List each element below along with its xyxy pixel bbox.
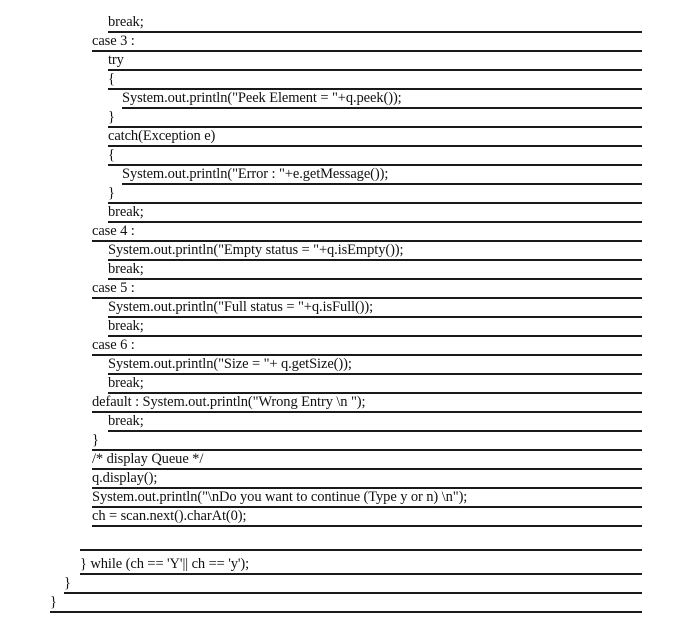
code-text: } while (ch == 'Y'|| ch == 'y');	[80, 556, 250, 572]
code-text: }	[64, 575, 71, 591]
code-line	[80, 556, 642, 575]
code-text: break;	[108, 261, 144, 277]
code-line	[92, 470, 642, 489]
code-line	[92, 451, 642, 470]
code-line	[122, 166, 642, 185]
code-text: case 4 :	[92, 223, 135, 239]
code-line	[108, 71, 642, 90]
code-line	[108, 413, 642, 432]
code-text: q.display();	[92, 470, 158, 486]
code-text: }	[108, 185, 115, 201]
code-text: break;	[108, 14, 144, 30]
code-line	[64, 575, 642, 594]
code-line	[92, 280, 642, 299]
code-text: }	[92, 432, 99, 448]
code-text: catch(Exception e)	[108, 128, 216, 144]
code-line	[50, 594, 642, 613]
code-line	[108, 14, 642, 33]
code-line	[108, 147, 642, 166]
code-line	[108, 185, 642, 204]
code-text: case 5 :	[92, 280, 135, 296]
code-line	[92, 489, 642, 508]
code-line	[92, 337, 642, 356]
code-text: System.out.println("Size = "+ q.getSize());	[108, 356, 352, 372]
code-line	[108, 261, 642, 280]
code-text: case 6 :	[92, 337, 135, 353]
code-text: {	[108, 71, 115, 87]
code-line	[108, 109, 642, 128]
code-text: }	[50, 594, 57, 610]
code-line	[108, 356, 642, 375]
code-line	[92, 432, 642, 451]
code-text: break;	[108, 375, 144, 391]
code-text: case 3 :	[92, 33, 135, 49]
code-text: break;	[108, 204, 144, 220]
code-text: ch = scan.next().charAt(0);	[92, 508, 247, 524]
code-line	[108, 52, 642, 71]
code-line	[122, 90, 642, 109]
code-line	[92, 223, 642, 242]
code-line	[92, 33, 642, 52]
code-text: {	[108, 147, 115, 163]
code-text: System.out.println("Error : "+e.getMessage());	[122, 166, 389, 182]
code-text: System.out.println("Empty status = "+q.isEmpty());	[108, 242, 404, 258]
code-text: System.out.println("Full status = "+q.isFull());	[108, 299, 374, 315]
code-text: default : System.out.println("Wrong Entry \n ");	[92, 394, 366, 410]
code-text: try	[108, 52, 124, 68]
code-line	[108, 375, 642, 394]
code-line	[92, 508, 642, 527]
code-text: System.out.println("Peek Element = "+q.peek());	[122, 90, 402, 106]
code-text: break;	[108, 318, 144, 334]
code-line	[108, 204, 642, 223]
code-line	[108, 242, 642, 261]
code-line	[108, 318, 642, 337]
code-line	[92, 394, 642, 413]
code-line	[108, 299, 642, 318]
code-text: /* display Queue */	[92, 451, 204, 467]
code-line	[80, 532, 642, 551]
code-text: System.out.println("\nDo you want to continue (Type y or n) \n");	[92, 489, 468, 505]
code-text: }	[108, 109, 115, 125]
code-text: break;	[108, 413, 144, 429]
code-line	[108, 128, 642, 147]
